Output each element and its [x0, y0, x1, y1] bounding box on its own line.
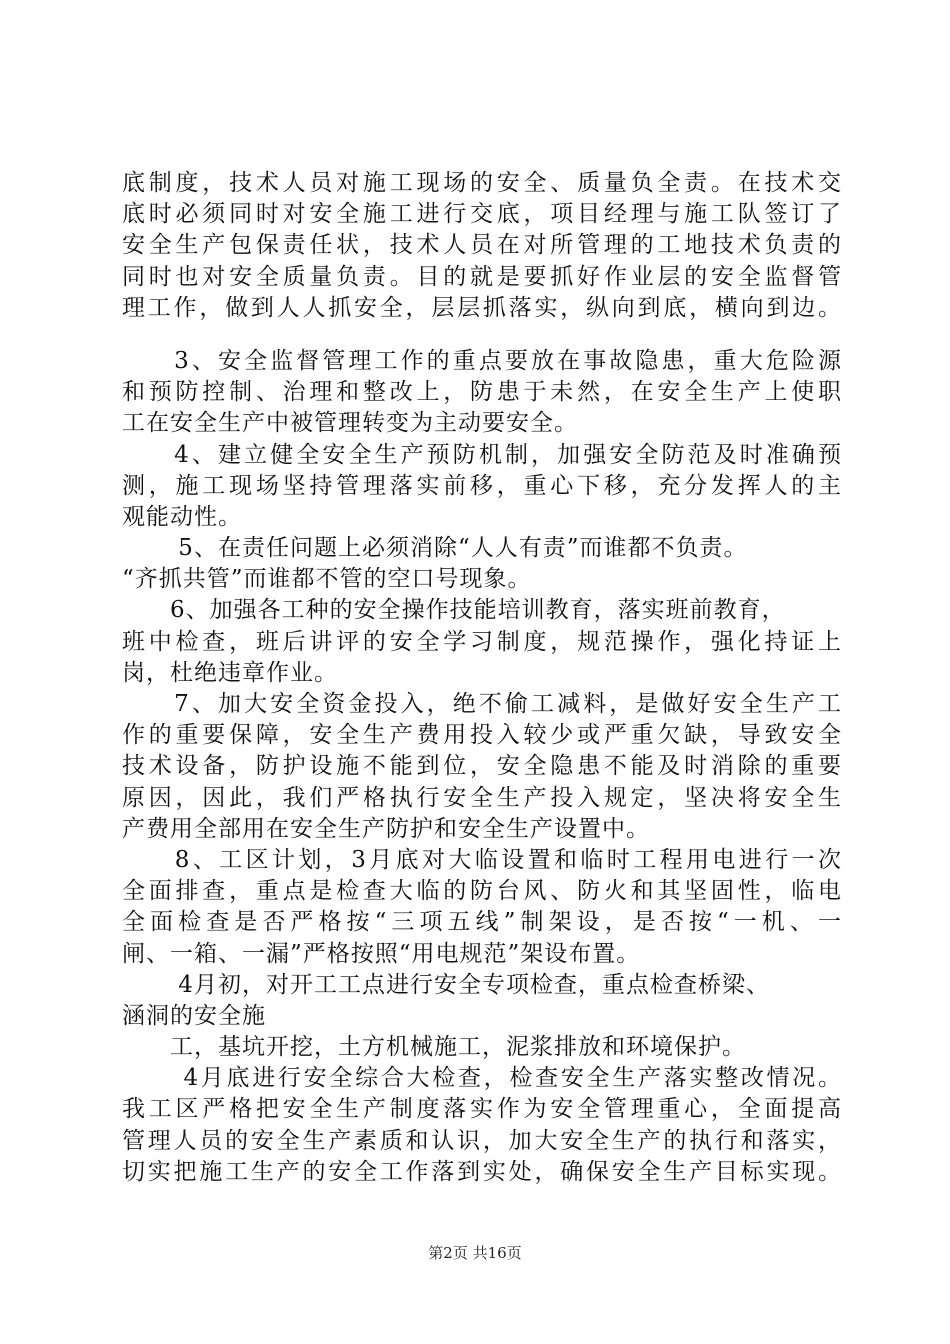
- text-line: 6、加强各工种的安全操作技能培训教育，落实班前教育，: [122, 597, 786, 624]
- text-line: 安全生产包保责任状，技术人员在对所管理的工地技术负责的: [122, 232, 842, 259]
- text-line: 我工区严格把安全生产制度落实作为安全管理重心，全面提高: [122, 1096, 842, 1123]
- text-line: 测，施工现场坚持管理落实前移，重心下移，充分发挥人的主: [122, 472, 842, 499]
- text-line: 同时也对安全质量负责。目的就是要抓好作业层的安全监督管: [122, 263, 842, 290]
- paragraph-gap: [122, 324, 842, 346]
- text-line: 全面检查是否严格按“三项五线”制架设，是否按“一机、一: [122, 909, 842, 936]
- text-line: 管理人员的安全生产素质和认识，加大安全生产的执行和落实，: [122, 1127, 842, 1154]
- text-line: 4、建立健全安全生产预防机制，加强安全防范及时准确预: [122, 441, 842, 468]
- text-line: 4月初，对开工工点进行安全专项检查，重点检查桥梁、: [122, 971, 770, 998]
- text-line: 5、在责任问题上必须消除“人人有责”而谁都不负责。: [122, 535, 748, 562]
- text-line: 底时必须同时对安全施工进行交底，项目经理与施工队签订了: [122, 201, 842, 228]
- text-line: 工，基坑开挖，土方机械施工，泥浆排放和环境保护。: [122, 1034, 746, 1061]
- text-line: 产费用全部用在安全生产防护和安全生产设置中。: [122, 815, 650, 842]
- text-line: 工在安全生产中被管理转变为主动要安全。: [122, 410, 578, 437]
- text-line: 理工作，做到人人抓安全，层层抓落实，纵向到底，横向到边。: [122, 294, 842, 321]
- text-line: 和预防控制、治理和整改上，防患于未然，在安全生产上使职: [122, 379, 842, 406]
- text-line: 切实把施工生产的安全工作落到实处，确保安全生产目标实现。: [122, 1158, 842, 1185]
- text-line: 4月底进行安全综合大检查，检查安全生产落实整改情况。: [122, 1065, 842, 1092]
- text-line: 7、加大安全资金投入，绝不偷工减料，是做好安全生产工: [122, 691, 842, 717]
- text-line: 底制度，技术人员对施工现场的安全、质量负全责。在技术交: [122, 170, 842, 196]
- text-line: 涵洞的安全施: [122, 1002, 266, 1029]
- text-line: “齐抓共管”而谁都不管的空口号现象。: [122, 566, 532, 593]
- text-line: 作的重要保障，安全生产费用投入较少或严重欠缺，导致安全: [122, 722, 842, 749]
- text-line: 观能动性。: [122, 503, 242, 530]
- text-line: 3、安全监督管理工作的重点要放在事故隐患，重大危险源: [122, 347, 842, 374]
- text-line: 8、工区计划，3月底对大临设置和临时工程用电进行一次: [122, 846, 842, 873]
- text-line: 原因，因此，我们严格执行安全生产投入规定，坚决将安全生: [122, 784, 842, 811]
- text-line: 闸、一箱、一漏”严格按照“用电规范”架设布置。: [122, 940, 641, 967]
- text-line: 全面排查，重点是检查大临的防台风、防火和其坚固性，临电: [122, 878, 842, 905]
- text-line: 技术设备，防护设施不能到位，安全隐患不能及时消除的重要: [122, 753, 842, 780]
- document-body: [122, 168, 842, 1188]
- page-number-footer: 第2页 共16页: [428, 1244, 522, 1262]
- text-line: 岗，杜绝违章作业。: [122, 659, 338, 686]
- text-line: 班中检查，班后讲评的安全学习制度，规范操作，强化持证上: [122, 628, 842, 655]
